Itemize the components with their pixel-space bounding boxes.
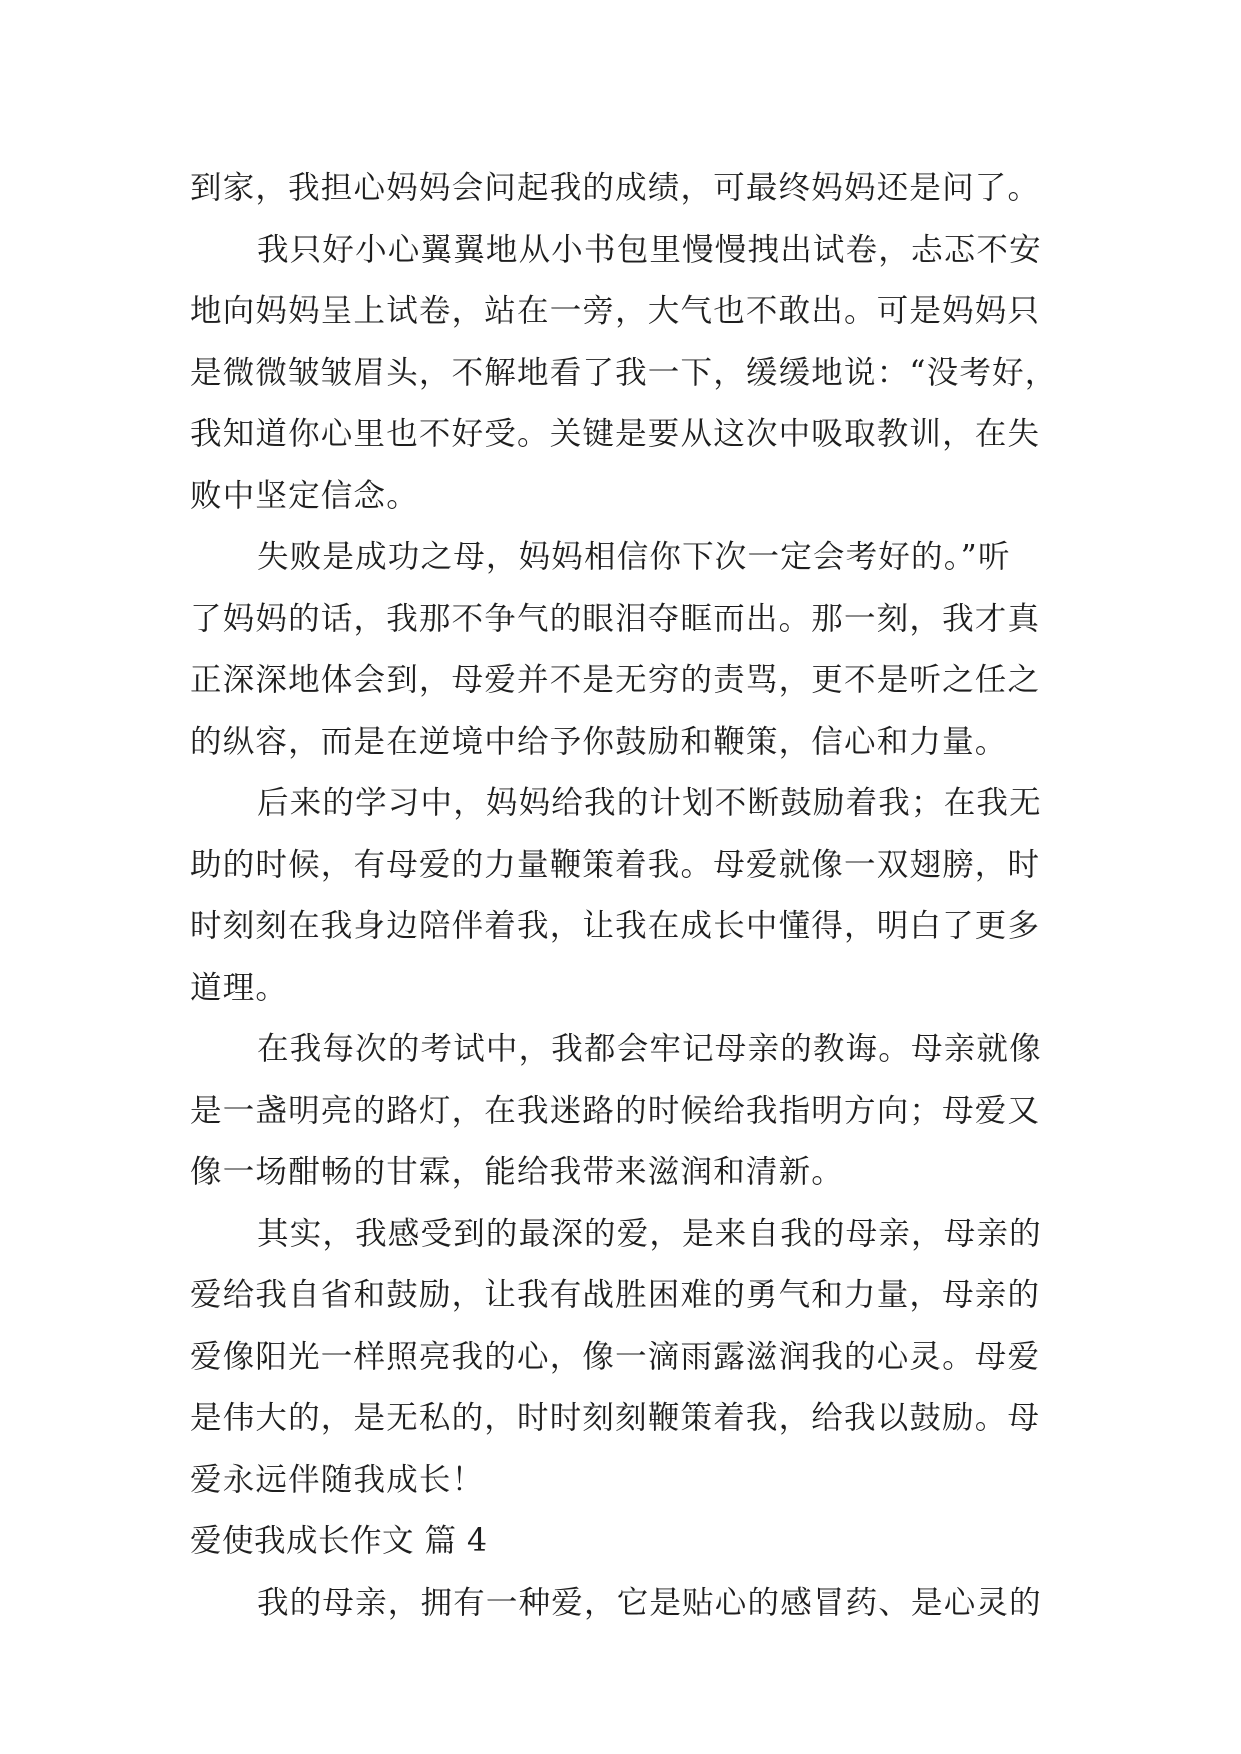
text-line: 正深深地体会到，母爱并不是无穷的责骂，更不是听之任之 xyxy=(190,662,1041,698)
text-line: 我只好小心翼翼地从小书包里慢慢拽出试卷，忐忑不安 xyxy=(257,231,1042,268)
text-line: 爱给我自省和鼓励，让我有战胜困难的勇气和力量，母亲的 xyxy=(190,1277,1041,1313)
text-line: 我知道你心里也不好受。关键是要从这次中吸取教训，在失 xyxy=(190,416,1041,452)
text-line: 是伟大的，是无私的，时时刻刻鞭策着我，给我以鼓励。母 xyxy=(190,1400,1041,1436)
text-line: 爱像阳光一样照亮我的心，像一滴雨露滋润我的心灵。母爱 xyxy=(190,1338,1041,1375)
text-line: 是一盏明亮的路灯，在我迷路的时候给我指明方向；母爱又 xyxy=(190,1092,1041,1129)
text-line: 后来的学习中，妈妈给我的计划不断鼓励着我；在我无 xyxy=(257,785,1042,821)
text-line: 我的母亲，拥有一种爱，它是贴心的感冒药、是心灵的 xyxy=(257,1584,1042,1621)
section-heading: 爱使我成长作文 篇 4 xyxy=(190,1523,488,1559)
text-line: 在我每次的考试中，我都会牢记母亲的教诲。母亲就像 xyxy=(257,1031,1042,1067)
text-line: 其实，我感受到的最深的爱，是来自我的母亲，母亲的 xyxy=(257,1215,1042,1252)
text-line: 助的时候，有母爱的力量鞭策着我。母爱就像一双翅膀，时 xyxy=(190,846,1041,883)
text-line: 道理。 xyxy=(190,969,289,1006)
text-line: 的纵容，而是在逆境中给予你鼓励和鞭策，信心和力量。 xyxy=(190,723,1008,760)
document-body xyxy=(190,158,1070,1634)
text-line: 像一场酣畅的甘霖，能给我带来滋润和清新。 xyxy=(190,1154,845,1190)
text-line: 时刻刻在我身边陪伴着我，让我在成长中懂得，明白了更多 xyxy=(190,908,1041,944)
text-line: 是微微皱皱眉头，不解地看了我一下，缓缓地说：“没考好， xyxy=(190,354,1058,391)
text-line: 地向妈妈呈上试卷，站在一旁，大气也不敢出。可是妈妈只 xyxy=(190,293,1041,329)
text-line: 败中坚定信念。 xyxy=(190,477,419,514)
text-line: 到家，我担心妈妈会问起我的成绩，可最终妈妈还是问了。 xyxy=(190,170,1041,206)
text-line: 了妈妈的话，我那不争气的眼泪夺眶而出。那一刻，我才真 xyxy=(190,600,1041,637)
text-line: 爱永远伴随我成长！ xyxy=(190,1461,485,1498)
text-line: 失败是成功之母，妈妈相信你下次一定会考好的。”听 xyxy=(257,539,1011,575)
